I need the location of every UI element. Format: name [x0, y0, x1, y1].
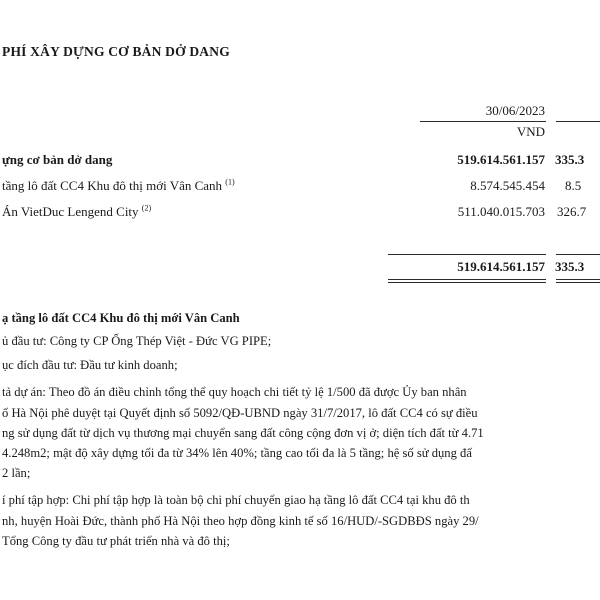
para-line: í phí tập hợp: Chi phí tập hợp là toàn bộ chi phí chuyển giao hạ tầng lô đất CC4 tại khu đô th — [2, 493, 470, 507]
para-line: tả dự án: Theo đồ án điều chỉnh tổng thể quy hoạch chi tiết tỷ lệ 1/500 đã được Ủy ban nhân — [2, 385, 467, 399]
para-line: ố Hà Nội phê duyệt tại Quyết định số 5092/QĐ-UBND ngày 31/7/2017, lô đất CC4 có sự điều — [2, 406, 478, 420]
para-line: Tổng Công ty đầu tư phát triển nhà và đô thị; — [2, 534, 230, 548]
row-value-cc4-prev: 8.5 — [565, 178, 582, 193]
row-value-vietduc-prev: 326.7 — [557, 204, 587, 219]
total-rule-top-1 — [388, 254, 546, 255]
para-line: 2 lần; — [2, 466, 31, 480]
column-date-header: 30/06/2023 — [485, 103, 545, 118]
row-label-cc4: tầng lô đất CC4 Khu đô thị mới Vân Canh $^{(1)}$ — [2, 177, 235, 193]
row-label-total-construction: ựng cơ bản dở dang — [2, 152, 113, 167]
total-rule-bottom-2 — [556, 279, 600, 280]
total-rule-top-2 — [556, 254, 600, 255]
total-rule-bottom-2b — [556, 282, 600, 283]
column-unit-header: VND — [516, 124, 545, 139]
section-title: PHÍ XÂY DỰNG CƠ BẢN DỞ DANG — [2, 44, 230, 59]
header-rule-2 — [556, 121, 600, 122]
section-heading: ạ tầng lô đất CC4 Khu đô thị mới Vân Canh — [2, 311, 240, 325]
row-value-vietduc: 511.040.015.703 — [457, 204, 545, 219]
total-rule-bottom-1b — [388, 282, 546, 283]
row-value-total-construction-prev: 335.3 — [555, 152, 585, 167]
para-line: nh, huyện Hoài Đức, thành phố Hà Nội theo hợp đồng kinh tế số 16/HUD/-SGDBĐS ngày 29/ — [2, 514, 479, 528]
para-line: 4.248m2; mật độ xây dựng tối đa từ 34% lên 40%; tầng cao tối đa là 5 tầng; hệ số sử dụng đấ — [2, 446, 472, 460]
row-label-vietduc: Án VietDuc Lengend City $^{(2)}$ — [2, 203, 152, 219]
para-line: ục đích đầu tư: Đầu tư kinh doanh; — [2, 358, 178, 372]
total-value-prev: 335.3 — [555, 259, 585, 274]
total-value: 519.614.561.157 — [457, 259, 545, 274]
row-value-cc4: 8.574.545.454 — [470, 178, 545, 193]
para-line: ng sử dụng đất từ dịch vụ thương mại chuyển sang đất công cộng đơn vị ở; diện tích đất từ 4.71 — [2, 426, 484, 440]
para-line: ủ đầu tư: Công ty CP Ống Thép Việt - Đức VG PIPE; — [2, 334, 272, 348]
total-rule-bottom-1 — [388, 279, 546, 280]
row-value-total-construction: 519.614.561.157 — [457, 152, 545, 167]
header-rule-1 — [420, 121, 546, 122]
